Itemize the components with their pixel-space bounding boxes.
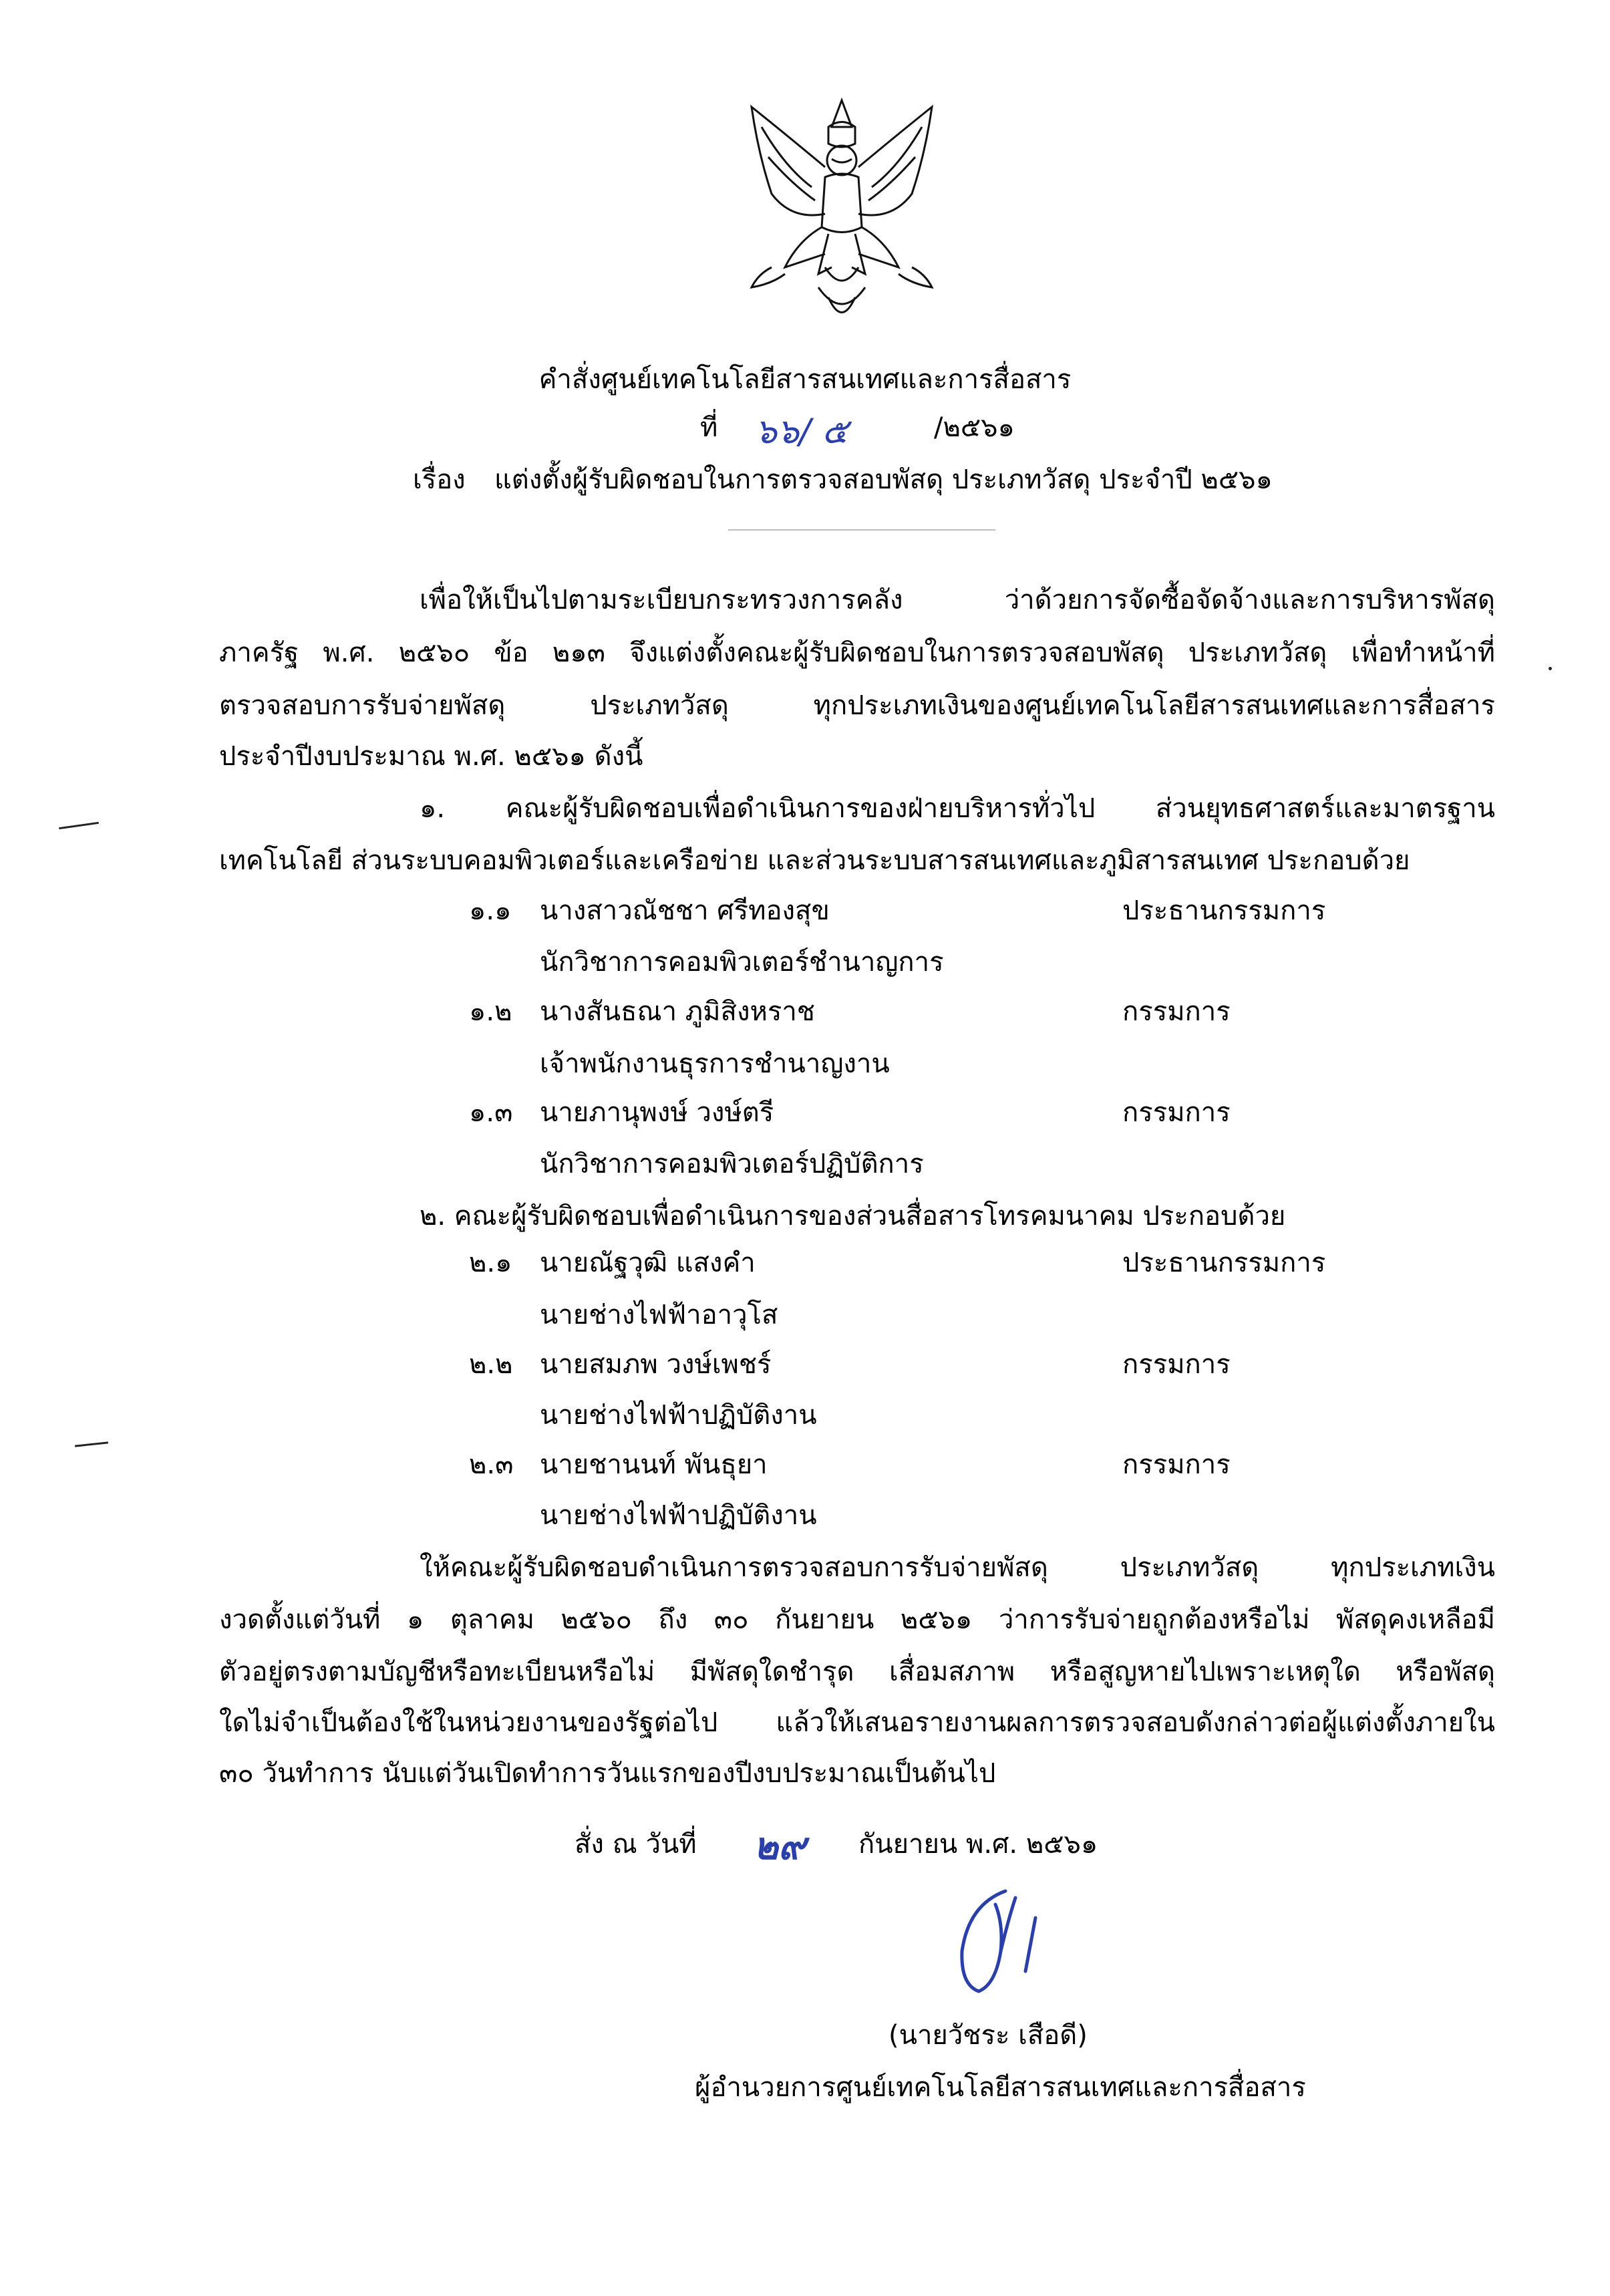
member-name: นายสมภพ วงษ์เพชร์ [540,1349,772,1380]
garuda-emblem-icon [732,94,952,334]
closing-line-4: ใดไม่จำเป็นต้องใช้ในหน่วยงานของรัฐต่อไป แล้วให้เสนอรายงานผลการตรวจสอบดังกล่าวต่อผู้แต่งตั้งภายใน [219,1707,1495,1738]
intro-line-2: ภาครัฐ พ.ศ. ๒๕๖๐ ข้อ ๒๑๓ จึงแต่งตั้งคณะผู้รับผิดชอบในการตรวจสอบพัสดุ ประเภทวัสดุ เพื่อทำหน้าที่ [219,637,1495,668]
section1-heading-line-2: เทคโนโลยี ส่วนระบบคอมพิวเตอร์และเครือข่าย และส่วนระบบสารสนเทศและภูมิสารสนเทศ ประกอบด้วย [219,845,1410,876]
closing-line-1: ให้คณะผู้รับผิดชอบดำเนินการตรวจสอบการรับจ่ายพัสดุ ประเภทวัสดุ ทุกประเภทเงิน [420,1552,1495,1583]
member-name: นางสันธณา ภูมิสิงหราช [540,996,815,1027]
scan-mark [75,1441,108,1447]
closing-line-3: ตัวอยู่ตรงตามบัญชีหรือทะเบียนหรือไม่ มีพัสดุใดชำรุด เสื่อมสภาพ หรือสูญหายไปเพราะเหตุใด หรือพัสดุ [219,1657,1495,1687]
order-date-prefix: สั่ง ณ วันที่ [575,1829,697,1860]
intro-line-3: ตรวจสอบการรับจ่ายพัสดุ ประเภทวัสดุ ทุกประเภทเงินของศูนย์เทคโนโลยีสารสนเทศและการสื่อสาร [219,690,1495,721]
member-position: นายช่างไฟฟ้าปฏิบัติงาน [540,1500,817,1531]
order-title: คำสั่งศูนย์เทคโนโลยีสารสนเทศและการสื่อสาร [538,364,1072,395]
member-role: กรรมการ [1122,1449,1231,1480]
member-role: กรรมการ [1122,1349,1231,1380]
section2-heading: ๒. คณะผู้รับผิดชอบเพื่อดำเนินการของส่วนสื่อสารโทรคมนาคม ประกอบด้วย [420,1201,1286,1232]
member-number: ๒.๑ [469,1248,512,1278]
order-number-year: /๒๕๖๑ [934,412,1015,443]
closing-line-2: งวดตั้งแต่วันที่ ๑ ตุลาคม ๒๕๖๐ ถึง ๓๐ กันยายน ๒๕๖๑ ว่าการรับจ่ายถูกต้องหรือไม่ พัสดุคงเหลือมี [219,1604,1495,1635]
order-number-prefix: ที่ [700,412,718,443]
member-number: ๒.๓ [469,1449,514,1480]
member-position: นักวิชาการคอมพิวเตอร์ชำนาญการ [540,947,944,978]
scan-mark [59,822,99,829]
header-divider [728,529,995,531]
intro-line-4: ประจำปีงบประมาณ พ.ศ. ๒๕๖๑ ดังนี้ [219,741,643,772]
member-number: ๑.๑ [469,895,512,926]
signatory-name: (นายวัชระ เสือดี) [889,2020,1088,2051]
member-position: นักวิชาการคอมพิวเตอร์ปฏิบัติการ [540,1149,924,1179]
member-role: กรรมการ [1122,996,1231,1027]
member-name: นายภานุพงษ์ วงษ์ตรี [540,1097,774,1128]
subject-text: แต่งตั้งผู้รับผิดชอบในการตรวจสอบพัสดุ ประเภทวัสดุ ประจำปี ๒๕๖๑ [494,464,1273,495]
order-date-suffix: กันยายน พ.ศ. ๒๕๖๑ [858,1829,1098,1860]
order-number-handwritten: ๖๖/ ๕ [755,412,848,452]
member-name: นางสาวณัชชา ศรีทองสุข [540,895,830,926]
member-number: ๑.๒ [469,996,512,1027]
member-number: ๑.๓ [469,1097,513,1128]
member-position: นายช่างไฟฟ้าปฏิบัติงาน [540,1400,817,1431]
signatory-title: ผู้อำนวยการศูนย์เทคโนโลยีสารสนเทศและการสื่อสาร [695,2072,1306,2103]
member-role: กรรมการ [1122,1097,1231,1128]
member-number: ๒.๒ [469,1349,513,1380]
section1-heading-line-1: ๑. คณะผู้รับผิดชอบเพื่อดำเนินการของฝ่ายบริหารทั่วไป ส่วนยุทธศาสตร์และมาตรฐาน [420,793,1495,824]
member-position: นายช่างไฟฟ้าอาวุโส [540,1300,778,1330]
member-name: นายณัฐวุฒิ แสงคำ [540,1248,756,1278]
order-date-day-handwritten: ๒๙ [754,1825,806,1868]
member-position: เจ้าพนักงานธุรการชำนาญงาน [540,1048,890,1079]
scan-mark [1549,667,1552,670]
member-role: ประธานกรรมการ [1122,1248,1326,1278]
member-name: นายชานนท์ พันธุยา [540,1449,768,1480]
closing-line-5: ๓๐ วันทำการ นับแต่วันเปิดทำการวันแรกของปีงบประมาณเป็นต้นไป [219,1758,996,1789]
member-role: ประธานกรรมการ [1122,895,1326,926]
intro-line-1: เพื่อให้เป็นไปตามระเบียบกระทรวงการคลัง ว่าด้วยการจัดซื้อจัดจ้างและการบริหารพัสดุ [420,585,1495,615]
subject-label: เรื่อง [413,464,466,495]
handwritten-signature-icon [942,1878,1062,2005]
